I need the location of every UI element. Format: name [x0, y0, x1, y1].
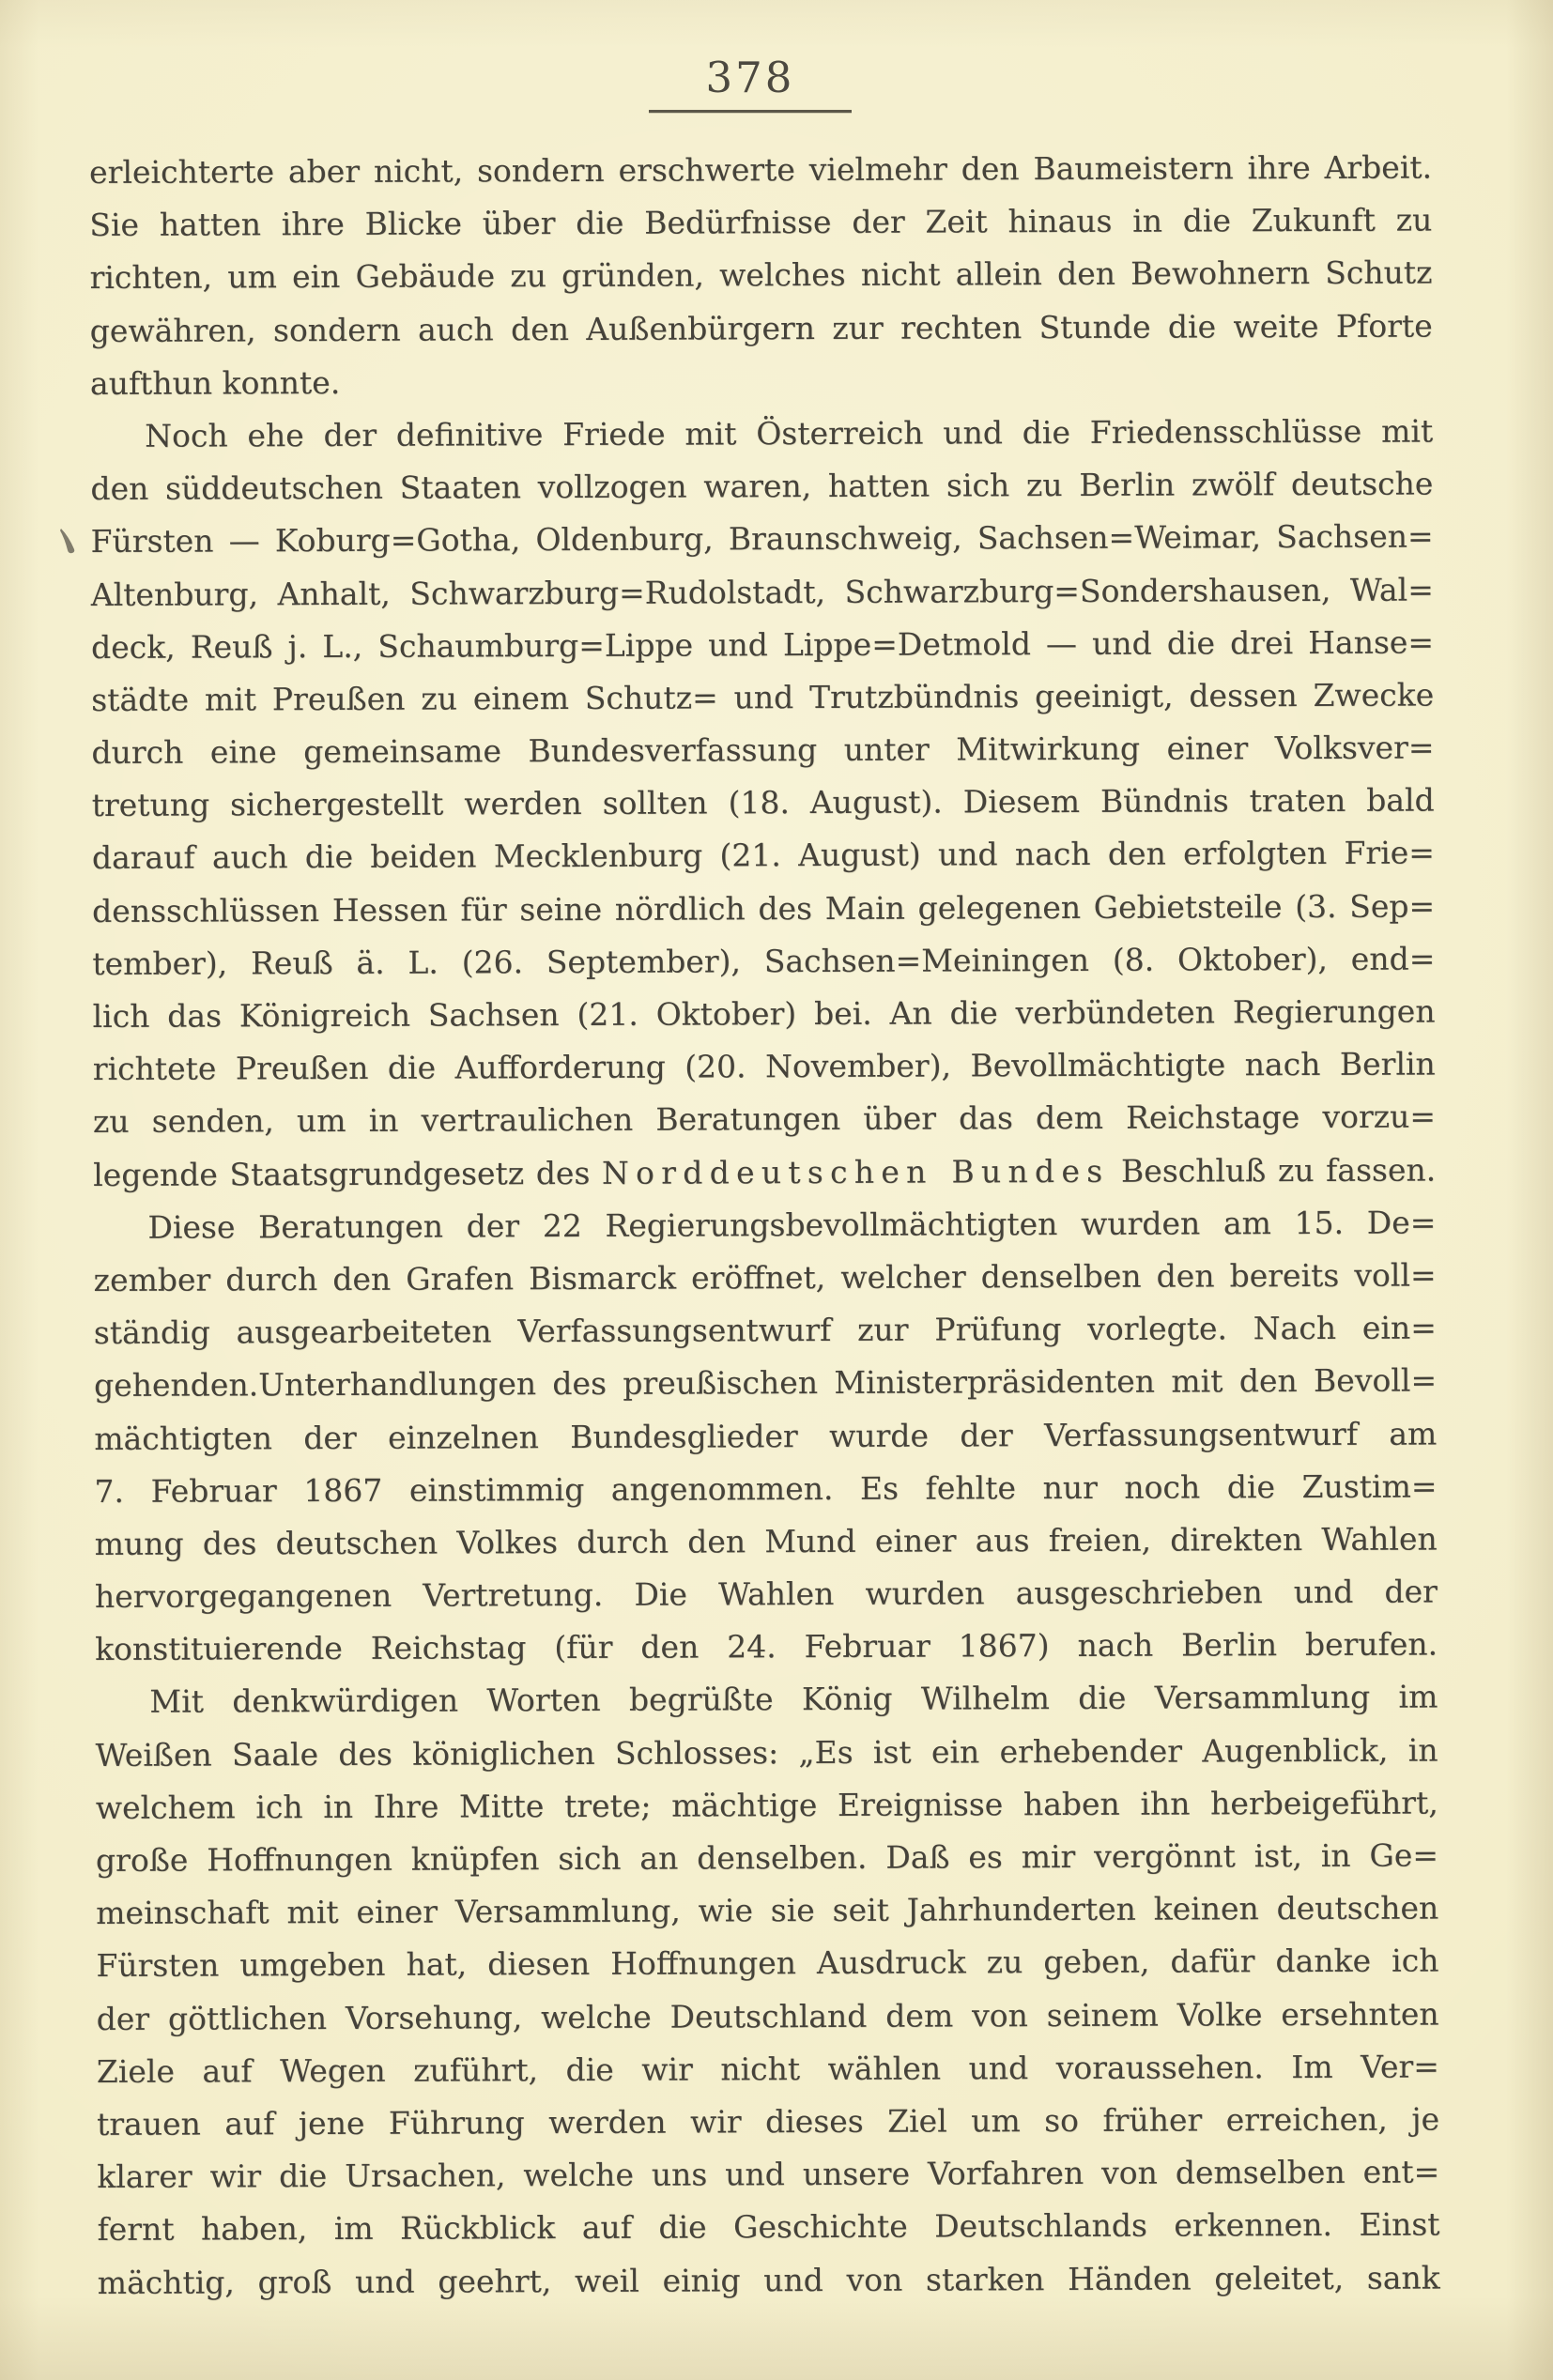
page-text: [89, 142, 1440, 2310]
text-line: zember durch den Grafen Bismarck eröffnet, welcher denselben den bereits voll=: [93, 1256, 1437, 1298]
text-line: durch eine gemeinsame Bundesverfassung unter Mitwirkung einer Volksver=: [91, 729, 1435, 772]
text-line: Weißen Saale des königlichen Schlosses: „Es ist ein erhebender Augenblick, in: [95, 1731, 1438, 1773]
text-line: meinschaft mit einer Versammlung, wie sie seit Jahrhunderten keinen deutschen: [96, 1889, 1439, 1932]
margin-ink-mark-icon: [60, 528, 81, 558]
text-line: tember), Reuß ä. L. (26. September), Sachsen=Meiningen (8. Oktober), end=: [92, 940, 1436, 982]
text-line: zu senden, um in vertraulichen Beratungen über das dem Reichstage vorzu=: [92, 1098, 1437, 1141]
text-line: den süddeutschen Staaten vollzogen waren, hatten sich zu Berlin zwölf deutsche: [90, 465, 1434, 508]
page-number: 378: [705, 53, 795, 102]
text-line: richten, um ein Gebäude zu gründen, welches nicht allein den Bewohnern Schutz: [89, 253, 1433, 297]
text-line: darauf auch die beiden Mecklenburg (21. August) und nach den erfolgten Frie=: [91, 834, 1435, 877]
text-line: gewähren, sondern auch den Außenbürgern zur rechten Stunde die weite Pforte: [89, 307, 1433, 349]
text-line: Fürsten — Koburg=Gotha, Oldenburg, Braunschweig, Sachsen=Weimar, Sachsen=: [90, 517, 1434, 560]
text-line: richtete Preußen die Aufforderung (20. November), Bevollmächtigte nach Berlin: [92, 1045, 1436, 1088]
text-segment: legende Staatsgrundgesetz des: [93, 1154, 603, 1193]
text-segment: Beschluß zu fassen.: [1109, 1151, 1437, 1190]
text-line: Diese Beratungen der 22 Regierungsbevollmächtigten wurden am 15. De=: [147, 1204, 1437, 1246]
text-line: städte mit Preußen zu einem Schutz= und Trutzbündnis geeinigt, dessen Zwecke: [91, 676, 1435, 718]
text-line: aufthun konnte.: [89, 363, 341, 402]
header-rule: [649, 110, 852, 113]
text-line: ständig ausgearbeiteten Verfassungsentwurf zur Prüfung vorlegte. Nach ein=: [93, 1309, 1437, 1352]
text-line: Mit denkwürdigen Worten begrüßte König Wilhelm die Versammlung im: [149, 1678, 1438, 1721]
page-header: [0, 53, 1527, 113]
text-line: tretung sichergestellt werden sollten (18. August). Diesem Bündnis traten bald: [91, 781, 1435, 824]
text-line: trauen auf jene Führung werden wir dieses Ziel um so früher erreichen, je: [97, 2100, 1440, 2142]
text-line: fernt haben, im Rückblick auf die Geschichte Deutschlands erkennen. Einst: [97, 2205, 1440, 2249]
text-line: konstituierende Reichstag (für den 24. Februar 1867) nach Berlin berufen.: [95, 1625, 1438, 1668]
text-line: mächtigten der einzelnen Bundesglieder wurde der Verfassungsentwurf am: [94, 1414, 1438, 1457]
text-line: der göttlichen Vorsehung, welche Deutschland dem von seinem Volke ersehnten: [96, 1995, 1439, 2037]
text-line: klarer wir die Ursachen, welche uns und unsere Vorfahren von demselben ent=: [97, 2153, 1440, 2196]
text-line: Noch ehe der definitive Friede mit Österreich und die Friedensschlüsse mit: [145, 412, 1434, 454]
text-line: erleichterte aber nicht, sondern erschwerte vielmehr den Baumeistern ihre Arbeit.: [89, 148, 1433, 191]
text-line: große Hoffnungen knüpfen sich an denselben. Daß es mir vergönnt ist, in Ge=: [95, 1836, 1439, 1879]
text-line: lich das Königreich Sachsen (21. Oktober) bei. An die verbündeten Regierungen: [92, 992, 1436, 1035]
letterspaced-emphasis: Norddeutschen Bundes: [601, 1152, 1110, 1191]
text-line: mächtig, groß und geehrt, weil einig und von starken Händen geleitet, sank: [97, 2258, 1440, 2301]
text-line: [93, 1144, 1436, 1202]
text-line: 7. Februar 1867 einstimmig angenommen. Es fehlte nur noch die Zustim=: [94, 1467, 1438, 1510]
text-line: welchem ich in Ihre Mitte trete; mächtige Ereignisse haben ihn herbeigeführt,: [95, 1784, 1438, 1826]
text-line: densschlüssen Hessen für seine nördlich des Main gelegenen Gebietsteile (3. Sep=: [92, 887, 1436, 929]
text-line: hervorgegangenen Vertretung. Die Wahlen wurden ausgeschrieben und der: [94, 1573, 1438, 1616]
text-line: deck, Reuß j. L., Schaumburg=Lippe und Lippe=Detmold — und die drei Hanse=: [90, 623, 1435, 666]
text-line: gehenden.Unterhandlungen des preußischen Ministerpräsidenten mit den Bevoll=: [93, 1361, 1438, 1405]
text-line: Fürsten umgeben hat, diesen Hoffnungen Ausdruck zu geben, dafür danke ich: [96, 1942, 1439, 1985]
text-line: Altenburg, Anhalt, Schwarzburg=Rudolstadt, Schwarzburg=Sondershausen, Wal=: [90, 571, 1434, 613]
text-line: Sie hatten ihre Blicke über die Bedürfnisse der Zeit hinaus in die Zukunft zu: [89, 201, 1433, 244]
text-line: mung des deutschen Volkes durch den Mund einer aus freien, direkten Wahlen: [94, 1520, 1438, 1562]
text-line: Ziele auf Wegen zuführt, die wir nicht wählen und voraussehen. Im Ver=: [96, 2048, 1439, 2090]
